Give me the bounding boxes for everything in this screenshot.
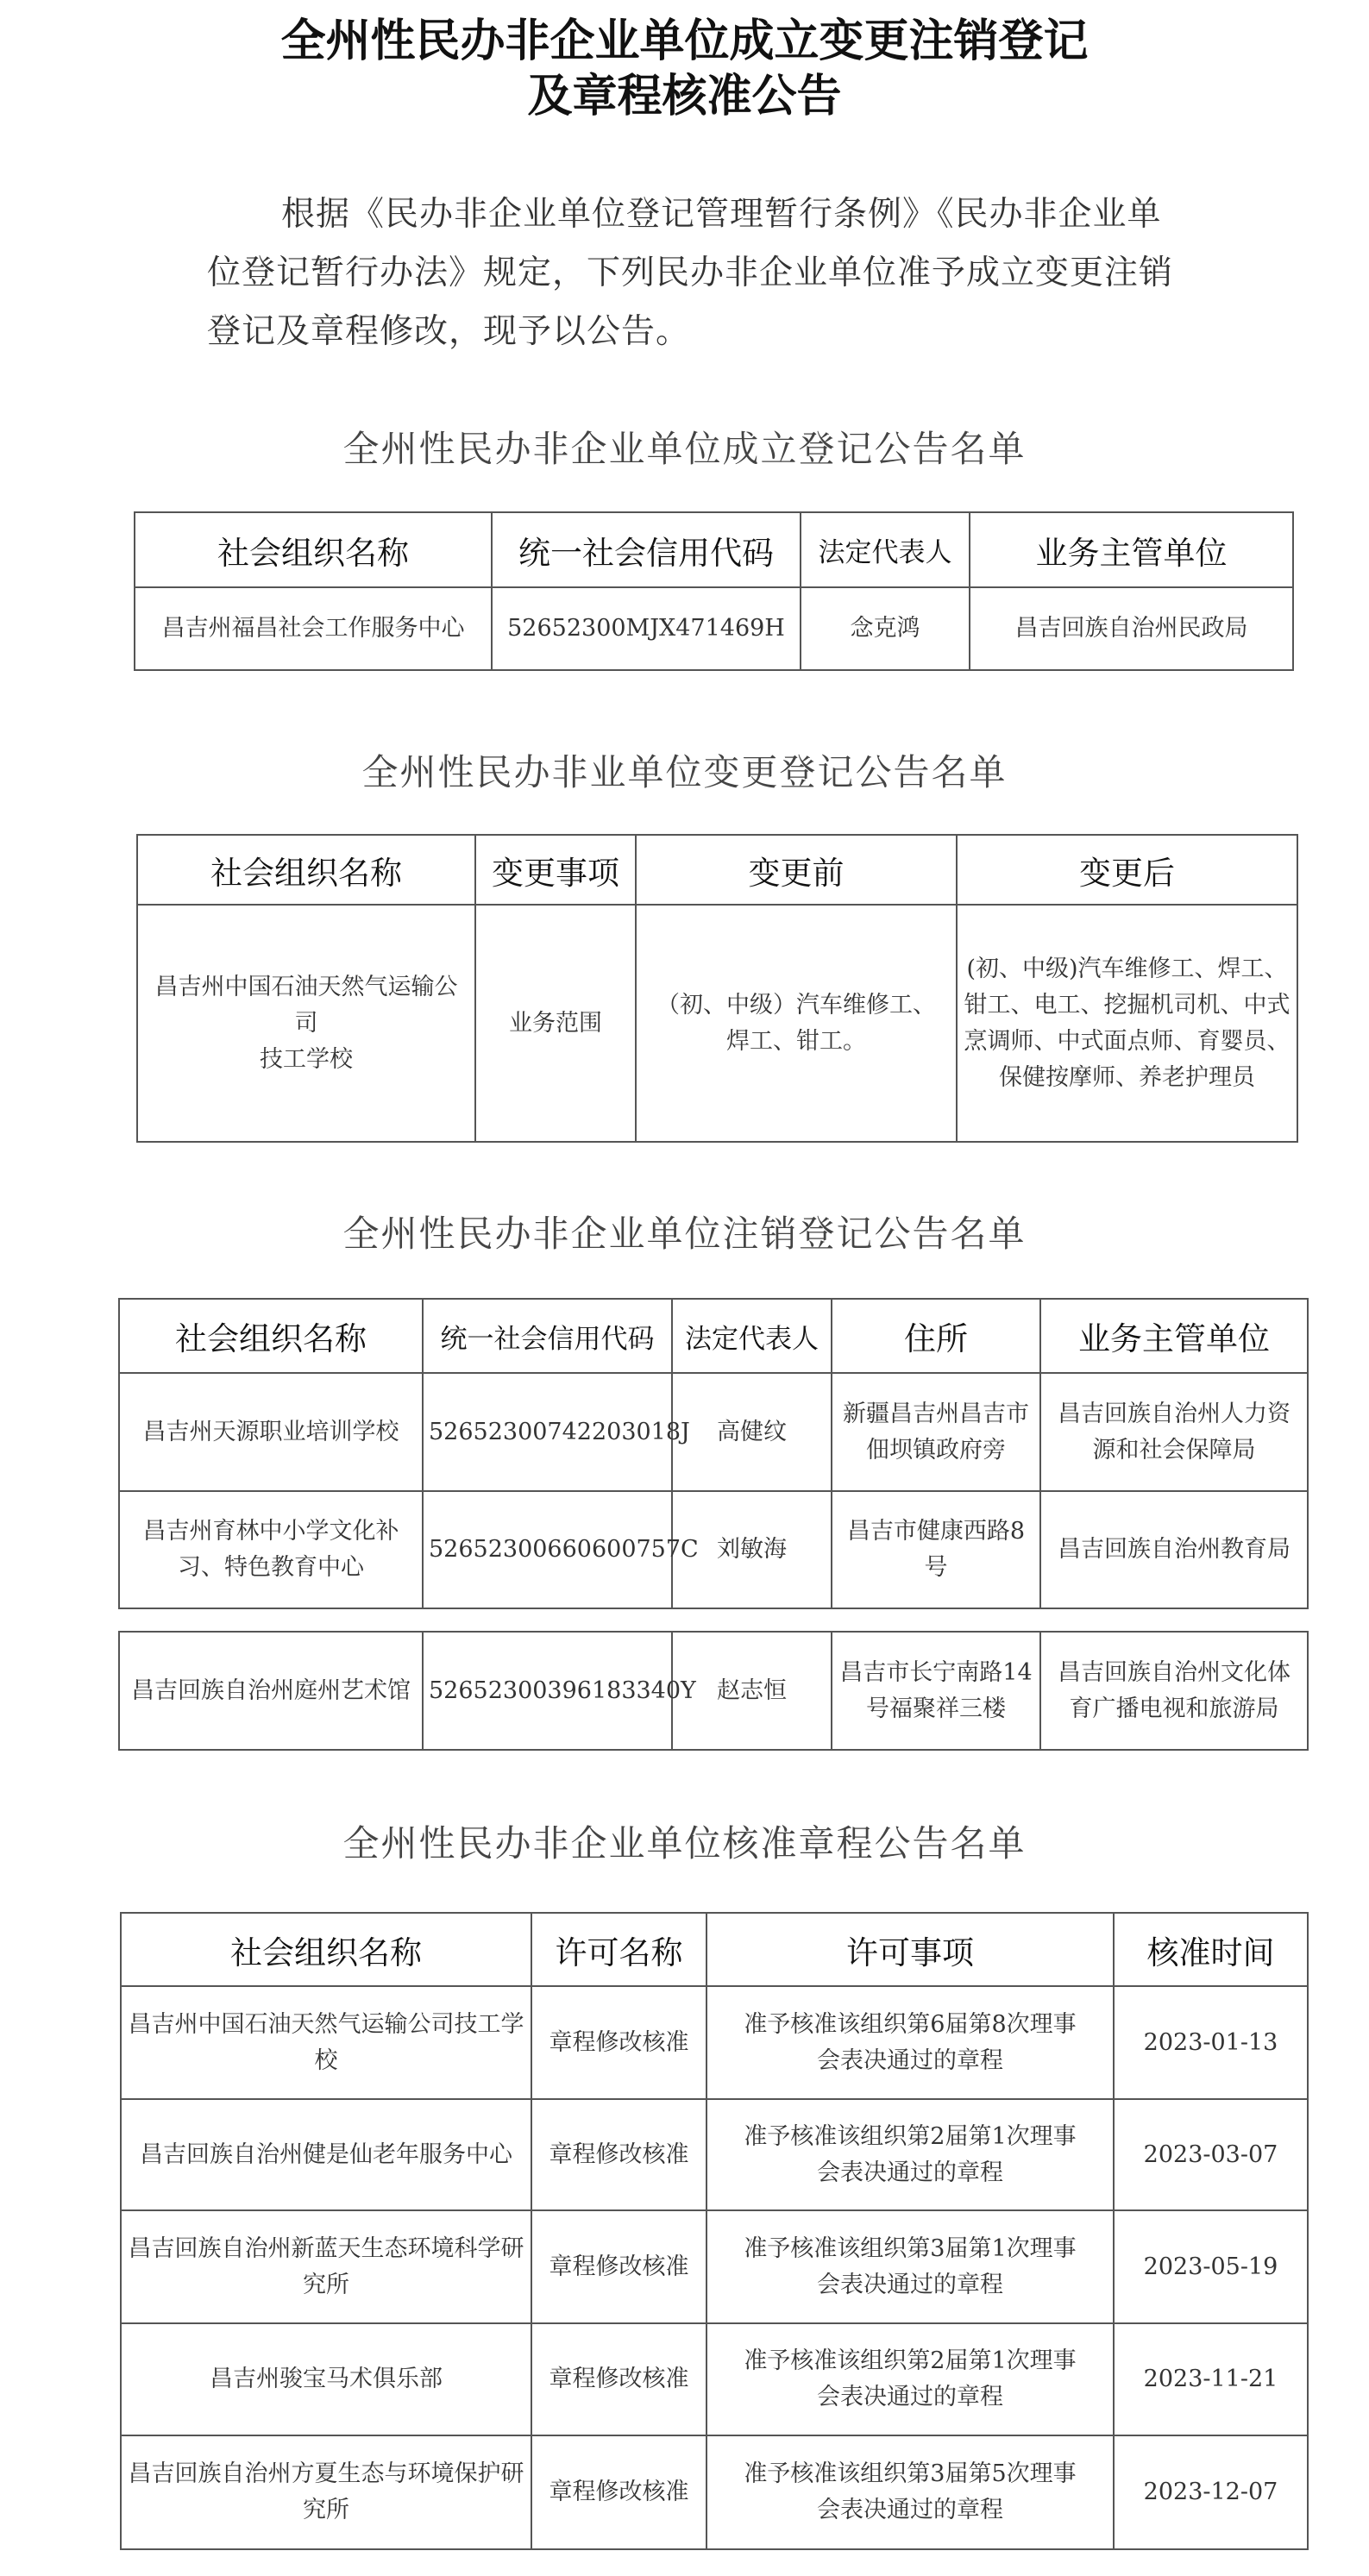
address-cell: 新疆昌吉州昌吉市佃坝镇政府旁 (832, 1373, 1040, 1491)
header-cell: 统一社会信用代码 (492, 512, 801, 587)
page-title-line2: 及章程核准公告 (527, 71, 842, 122)
establish-table (134, 511, 1294, 671)
cancel-section-title: 全州性民办非企业单位注销登记公告名单 (342, 1213, 1027, 1255)
header-cell: 核准时间 (1114, 1913, 1308, 1986)
before-cell: （初、中级）汽车维修工、焊工、钳工。 (636, 905, 957, 1142)
header-cell: 法定代表人 (672, 1299, 832, 1373)
header-cell: 变更前 (636, 835, 957, 905)
header-cell: 业务主管单位 (1040, 1299, 1308, 1373)
header-cell: 社会组织名称 (121, 1913, 531, 1986)
legal-rep-cell: 赵志恒 (672, 1632, 832, 1750)
table-row (135, 587, 1293, 670)
header-cell: 住所 (832, 1299, 1040, 1373)
table-header-row (137, 835, 1297, 905)
table-row (121, 2323, 1308, 2435)
approval-date-cell: 2023-11-21 (1114, 2323, 1308, 2435)
org-name-cell: 昌吉州中国石油天然气运输公司技工学校 (121, 1986, 531, 2099)
table-row (119, 1491, 1308, 1608)
approval-date-cell: 2023-01-13 (1114, 1986, 1308, 2099)
table-header-row (121, 1913, 1308, 1986)
org-name-line: 技工学校 (260, 1045, 353, 1073)
permit-item-cell: 准予核准该组织第2届第1次理事会表决通过的章程 (706, 2323, 1114, 2435)
table-row (119, 1373, 1308, 1491)
org-name-cell: 昌吉回族自治州庭州艺术馆 (119, 1632, 423, 1750)
address-cell: 昌吉市长宁南路14号福聚祥三楼 (832, 1632, 1040, 1750)
header-cell: 统一社会信用代码 (423, 1299, 672, 1373)
charter-section-title: 全州性民办非企业单位核准章程公告名单 (342, 1822, 1027, 1865)
cancel-table (118, 1298, 1309, 1609)
table-row (121, 1986, 1308, 2099)
legal-rep-cell: 念克鸿 (801, 587, 970, 670)
table-row (121, 2099, 1308, 2210)
permit-name-cell: 章程修改核准 (531, 2323, 706, 2435)
table-row (137, 905, 1297, 1142)
header-cell: 法定代表人 (801, 512, 970, 587)
permit-name-cell: 章程修改核准 (531, 2099, 706, 2210)
org-name-cell: 昌吉回族自治州健是仙老年服务中心 (121, 2099, 531, 2210)
legal-rep-cell: 高健纹 (672, 1373, 832, 1491)
permit-item-cell: 准予核准该组织第6届第8次理事会表决通过的章程 (706, 1986, 1114, 2099)
credit-code-cell: 52652300396183340Y (423, 1632, 672, 1750)
table-row (119, 1632, 1308, 1750)
org-name-line: 昌吉州中国石油天然气运输公 (154, 973, 458, 1000)
table-header-row (135, 512, 1293, 587)
change-table (136, 834, 1298, 1143)
header-cell: 许可名称 (531, 1913, 706, 1986)
table-row (121, 2210, 1308, 2323)
header-cell: 变更事项 (475, 835, 636, 905)
approval-date-cell: 2023-05-19 (1114, 2210, 1308, 2323)
permit-name-cell: 章程修改核准 (531, 2210, 706, 2323)
approval-date-cell: 2023-03-07 (1114, 2099, 1308, 2210)
org-name-cell (137, 905, 475, 1142)
header-cell: 社会组织名称 (135, 512, 492, 587)
org-name-cell: 昌吉州天源职业培训学校 (119, 1373, 423, 1491)
intro-paragraph: 根据《民办非企业单位登记管理暂行条例》《民办非企业单位登记暂行办法》规定，下列民办非企业单位准予成立变更注销登记及章程修改，现予以公告。 (207, 195, 1174, 351)
supervisor-cell: 昌吉回族自治州文化体育广播电视和旅游局 (1040, 1632, 1308, 1750)
table-row (121, 2435, 1308, 2549)
permit-item-cell: 准予核准该组织第2届第1次理事会表决通过的章程 (706, 2099, 1114, 2210)
supervisor-cell: 昌吉回族自治州人力资源和社会保障局 (1040, 1373, 1308, 1491)
org-name-line: 司 (294, 1009, 318, 1037)
permit-item-cell: 准予核准该组织第3届第5次理事会表决通过的章程 (706, 2435, 1114, 2549)
org-name-cell: 昌吉回族自治州新蓝天生态环境科学研究所 (121, 2210, 531, 2323)
org-name-cell: 昌吉州福昌社会工作服务中心 (135, 587, 492, 670)
permit-name-cell: 章程修改核准 (531, 2435, 706, 2549)
permit-item-cell: 准予核准该组织第3届第1次理事会表决通过的章程 (706, 2210, 1114, 2323)
change-section-title: 全州性民办非业单位变更登记公告名单 (361, 751, 1008, 793)
permit-name-cell: 章程修改核准 (531, 1986, 706, 2099)
header-cell: 许可事项 (706, 1913, 1114, 1986)
credit-code-cell: 52652300742203018J (423, 1373, 672, 1491)
legal-rep-cell: 刘敏海 (672, 1491, 832, 1608)
header-cell: 社会组织名称 (119, 1299, 423, 1373)
supervisor-cell: 昌吉回族自治州教育局 (1040, 1491, 1308, 1608)
table-header-row (119, 1299, 1308, 1373)
address-cell: 昌吉市健康西路8号 (832, 1491, 1040, 1608)
org-name-cell: 昌吉州育林中小学文化补习、特色教育中心 (119, 1491, 423, 1608)
approval-date-cell: 2023-12-07 (1114, 2435, 1308, 2549)
establish-section-title: 全州性民办非企业单位成立登记公告名单 (342, 428, 1027, 470)
supervisor-cell: 昌吉回族自治州民政局 (970, 587, 1293, 670)
cancel-table-continued (118, 1631, 1309, 1751)
charter-table (120, 1912, 1309, 2550)
credit-code-cell: 52652300660600757C (423, 1491, 672, 1608)
header-cell: 业务主管单位 (970, 512, 1293, 587)
header-cell: 变更后 (957, 835, 1297, 905)
org-name-cell: 昌吉州骏宝马术俱乐部 (121, 2323, 531, 2435)
org-name-cell: 昌吉回族自治州方夏生态与环境保护研究所 (121, 2435, 531, 2549)
after-cell: (初、中级)汽车维修工、焊工、钳工、电工、挖掘机司机、中式烹调师、中式面点师、育婴员、保健按摩师、养老护理员 (957, 905, 1297, 1142)
header-cell: 社会组织名称 (137, 835, 475, 905)
credit-code-cell: 52652300MJX471469H (492, 587, 801, 670)
change-item-cell: 业务范围 (475, 905, 636, 1142)
page-title-line1: 全州性民办非企业单位成立变更注销登记 (280, 16, 1089, 67)
